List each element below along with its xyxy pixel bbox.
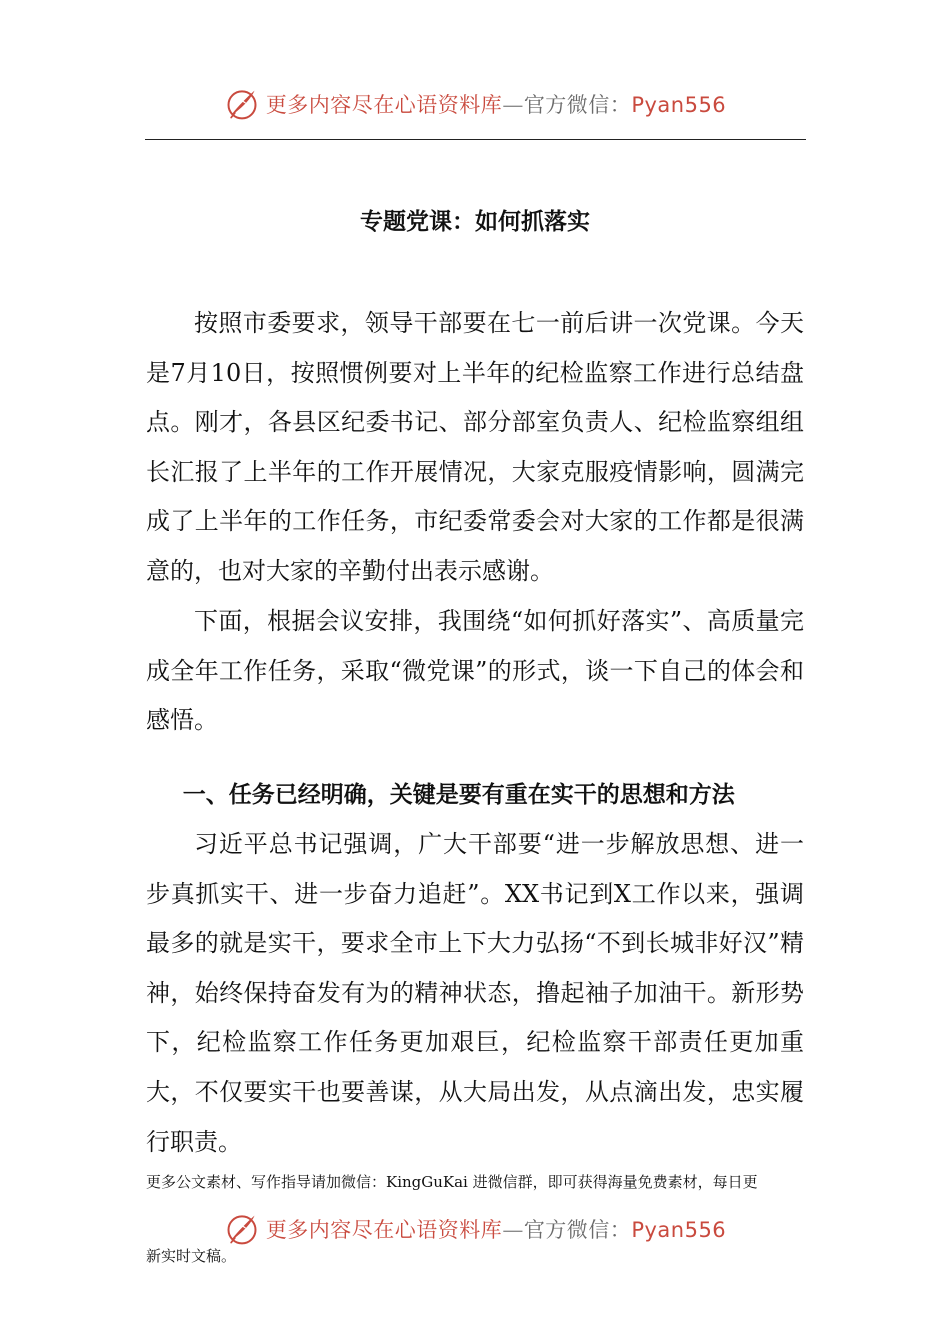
footer-note: 更多公文素材、写作指导请加微信：KingGuKai 进微信群，即可获得海量免费素材，每日更 <box>146 1173 758 1191</box>
watermark-wechat-id: Pyan556 <box>631 1218 727 1242</box>
watermark-wechat-label: 官方微信： <box>523 1218 632 1242</box>
watermark-main-text: 更多内容尽在心语资料库 <box>265 1218 503 1242</box>
watermark-text <box>266 89 726 119</box>
paragraph-section-1: 习近平总书记强调，广大干部要“进一步解放思想、进一步真抓实干、进一步奋力追赶”。XX书记到X工作以来，强调最多的就是实干，要求全市上下大力弘扬“不到长城非好汉”精神，始终保持奋发有为的精神状态，撸起袖子加油干。新形势下，纪检监察工作任务更加艰巨，纪检监察干部责任更加重大，不仅要实干也要善谋，从大局出发，从点滴出发，忠实履行职责。 <box>146 830 804 1156</box>
footer-note-continued: 新实时文稿。 <box>146 1247 237 1265</box>
header-watermark <box>0 82 950 126</box>
watermark-text <box>266 1214 726 1244</box>
document-title: 专题党课：如何抓落实 <box>360 208 590 235</box>
watermark-wechat-id: Pyan556 <box>631 93 727 117</box>
watermark-dash: — <box>502 93 524 117</box>
footer-watermark <box>0 1207 950 1251</box>
quill-pen-logo-icon <box>224 86 260 122</box>
header-divider <box>145 139 806 140</box>
section-heading-1: 一、任务已经明确，关键是要有重在实干的思想和方法 <box>182 781 735 808</box>
paragraph-intro: 按照市委要求，领导干部要在七一前后讲一次党课。今天是7月10日，按照惯例要对上半年的纪检监察工作进行总结盘点。刚才，各县区纪委书记、部分部室负责人、纪检监察组组长汇报了上半年的工作开展情况，大家克服疫情影响，圆满完成了上半年的工作任务，市纪委常委会对大家的工作都是很满意的，也对大家的辛勤付出表示感谢。 <box>146 309 804 585</box>
watermark-main-text: 更多内容尽在心语资料库 <box>265 93 503 117</box>
watermark-dash: — <box>502 1218 524 1242</box>
paragraph-topic: 下面，根据会议安排，我围绕“如何抓好落实”、高质量完成全年工作任务，采取“微党课”的形式，谈一下自己的体会和感悟。 <box>146 607 804 735</box>
watermark-wechat-label: 官方微信： <box>523 93 632 117</box>
